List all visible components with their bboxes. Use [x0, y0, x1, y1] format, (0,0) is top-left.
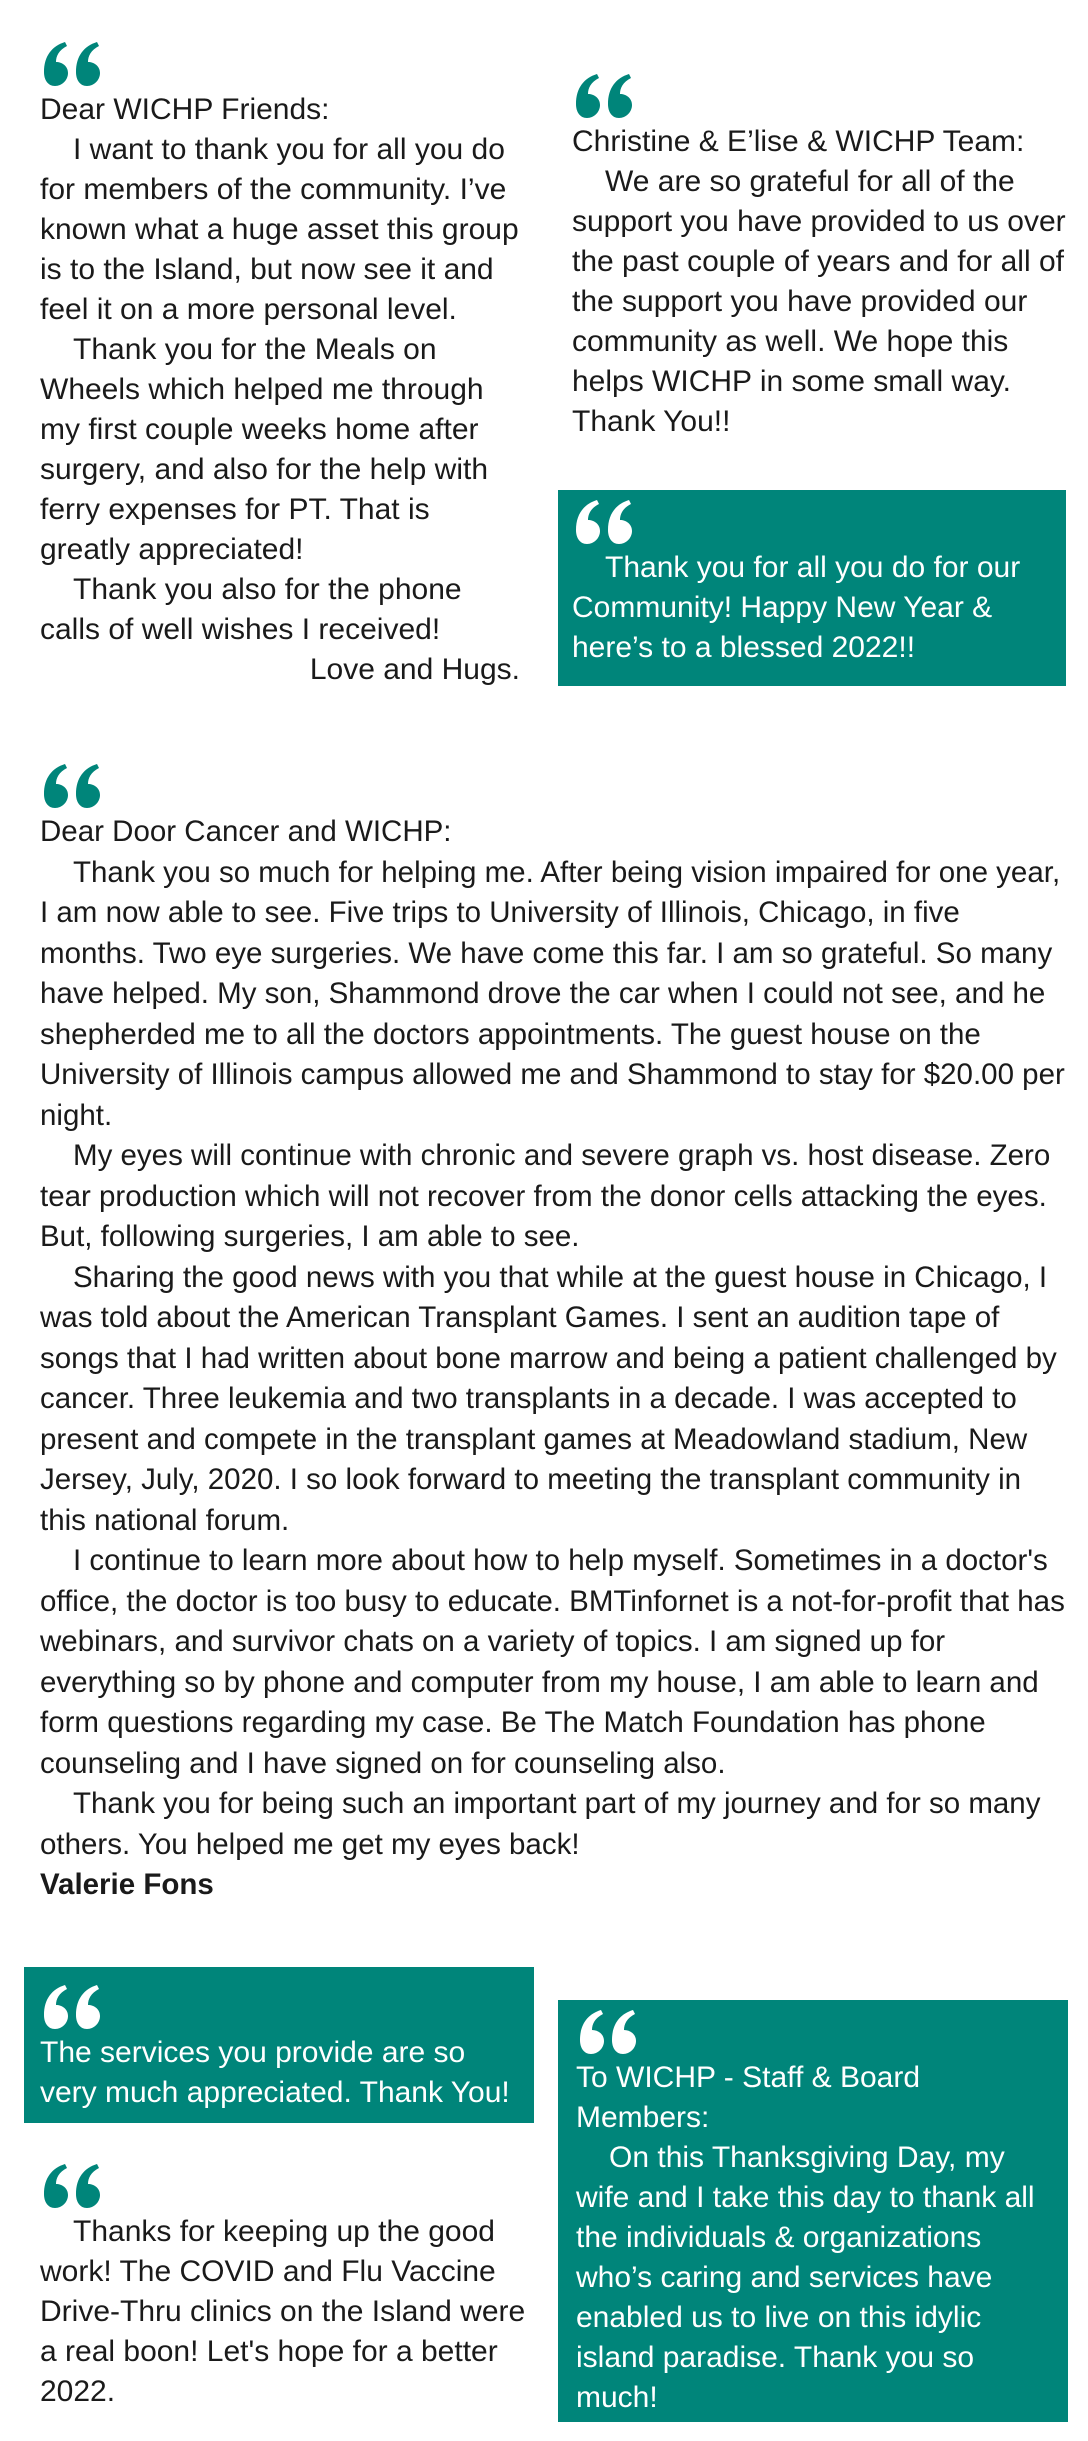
- quote-mark-icon: [40, 2160, 540, 2212]
- letter-paragraph: Thank you for being such an important part of my journey and for so many others. You helped me get my eyes back!: [40, 1787, 1041, 1861]
- letter-greeting: Christine & E’lise & WICHP Team:: [572, 125, 1025, 158]
- testimonial-card-1: [40, 38, 520, 690]
- quote-mark-icon: [40, 760, 1070, 812]
- letter-paragraph: Thank you also for the phone calls of well wishes I received!: [40, 573, 462, 646]
- testimonial-card-6: [40, 2160, 540, 2412]
- letter-paragraph: We are so grateful for all of the support you have provided to us over the past couple of years and for all of the support you have provided our community as well. We hope this helps WICHP in some small way. Thank You!!: [572, 165, 1066, 438]
- letter-paragraph: My eyes will continue with chronic and severe graph vs. host disease. Zero tear production which will not recover from the donor cells attacking the eyes. But, following surgeries, I am able to see.: [40, 1139, 1051, 1253]
- letter-paragraph: Thank you for all you do for our Community! Happy New Year & here’s to a blessed 2022!!: [572, 551, 1021, 664]
- quote-mark-icon: [576, 2006, 1058, 2058]
- quote-mark-icon: [572, 496, 1050, 548]
- letter-greeting: Dear Door Cancer and WICHP:: [40, 815, 452, 848]
- testimonial-card-4: [40, 760, 1070, 1906]
- letter-paragraph: Thanks for keeping up the good work! The COVID and Flu Vaccine Drive-Thru clinics on the Island were a real boon! Let's hope for a better 2022.: [40, 2215, 526, 2408]
- letter-signature: Valerie Fons: [40, 1868, 214, 1901]
- testimonial-card-5: [24, 1967, 534, 2123]
- letter-closing: Love and Hugs.: [309, 653, 520, 686]
- quote-mark-icon: [572, 70, 1072, 122]
- quote-mark-icon: [40, 1981, 524, 2033]
- letter-paragraph: Thank you so much for helping me. After being vision impaired for one year, I am now able to see. Five trips to University of Illinois, Chicago, in five months. Two eye surgeries. We have come this far. I am so grateful. So many have helped. My son, Shammond drove the car when I could not see, and he shepherded me to all the doctors appointments. The guest house on the University of Illinois campus allowed me and Shammond to stay for $20.00 per night.: [40, 855, 1065, 1132]
- letter-greeting: To WICHP - Staff & Board Members:: [576, 2061, 921, 2134]
- testimonial-card-3: [558, 490, 1066, 686]
- letter-paragraph: Thank you for the Meals on Wheels which helped me through my first couple weeks home after surgery, and also for the help with ferry expenses for PT. That is greatly appreciated!: [40, 333, 489, 566]
- testimonial-card-7: [558, 2000, 1068, 2422]
- letter-paragraph: The services you provide are so very much appreciated. Thank You!: [40, 2036, 510, 2109]
- letter-greeting: Dear WICHP Friends:: [40, 93, 330, 126]
- testimonial-card-2: [572, 70, 1072, 442]
- letter-paragraph: On this Thanksgiving Day, my wife and I take this day to thank all the individuals & organizations who’s caring and services have enabled us to live on this idylic island paradise. Thank you so much!: [576, 2141, 1035, 2414]
- letter-paragraph: Sharing the good news with you that while at the guest house in Chicago, I was told about the American Transplant Games. I sent an audition tape of songs that I had written about bone marrow and being a patient challenged by cancer. Three leukemia and two transplants in a decade. I was accepted to present and compete in the transplant games at Meadowland stadium, New Jersey, July, 2020. I so look forward to meeting the transplant community in this national forum.: [40, 1260, 1057, 1537]
- letter-paragraph: I continue to learn more about how to help myself. Sometimes in a doctor's office, the doctor is too busy to educate. BMTinfornet is a not-for-profit that has webinars, and survivor chats on a variety of topics. I am signed up for everything so by phone and computer from my house, I am able to learn and form questions regarding my case. Be The Match Foundation has phone counseling and I have signed on for counseling also.: [40, 1544, 1065, 1780]
- letter-paragraph: I want to thank you for all you do for members of the community. I’ve known what a huge asset this group is to the Island, but now see it and feel it on a more personal level.: [40, 133, 519, 326]
- quote-mark-icon: [40, 38, 520, 90]
